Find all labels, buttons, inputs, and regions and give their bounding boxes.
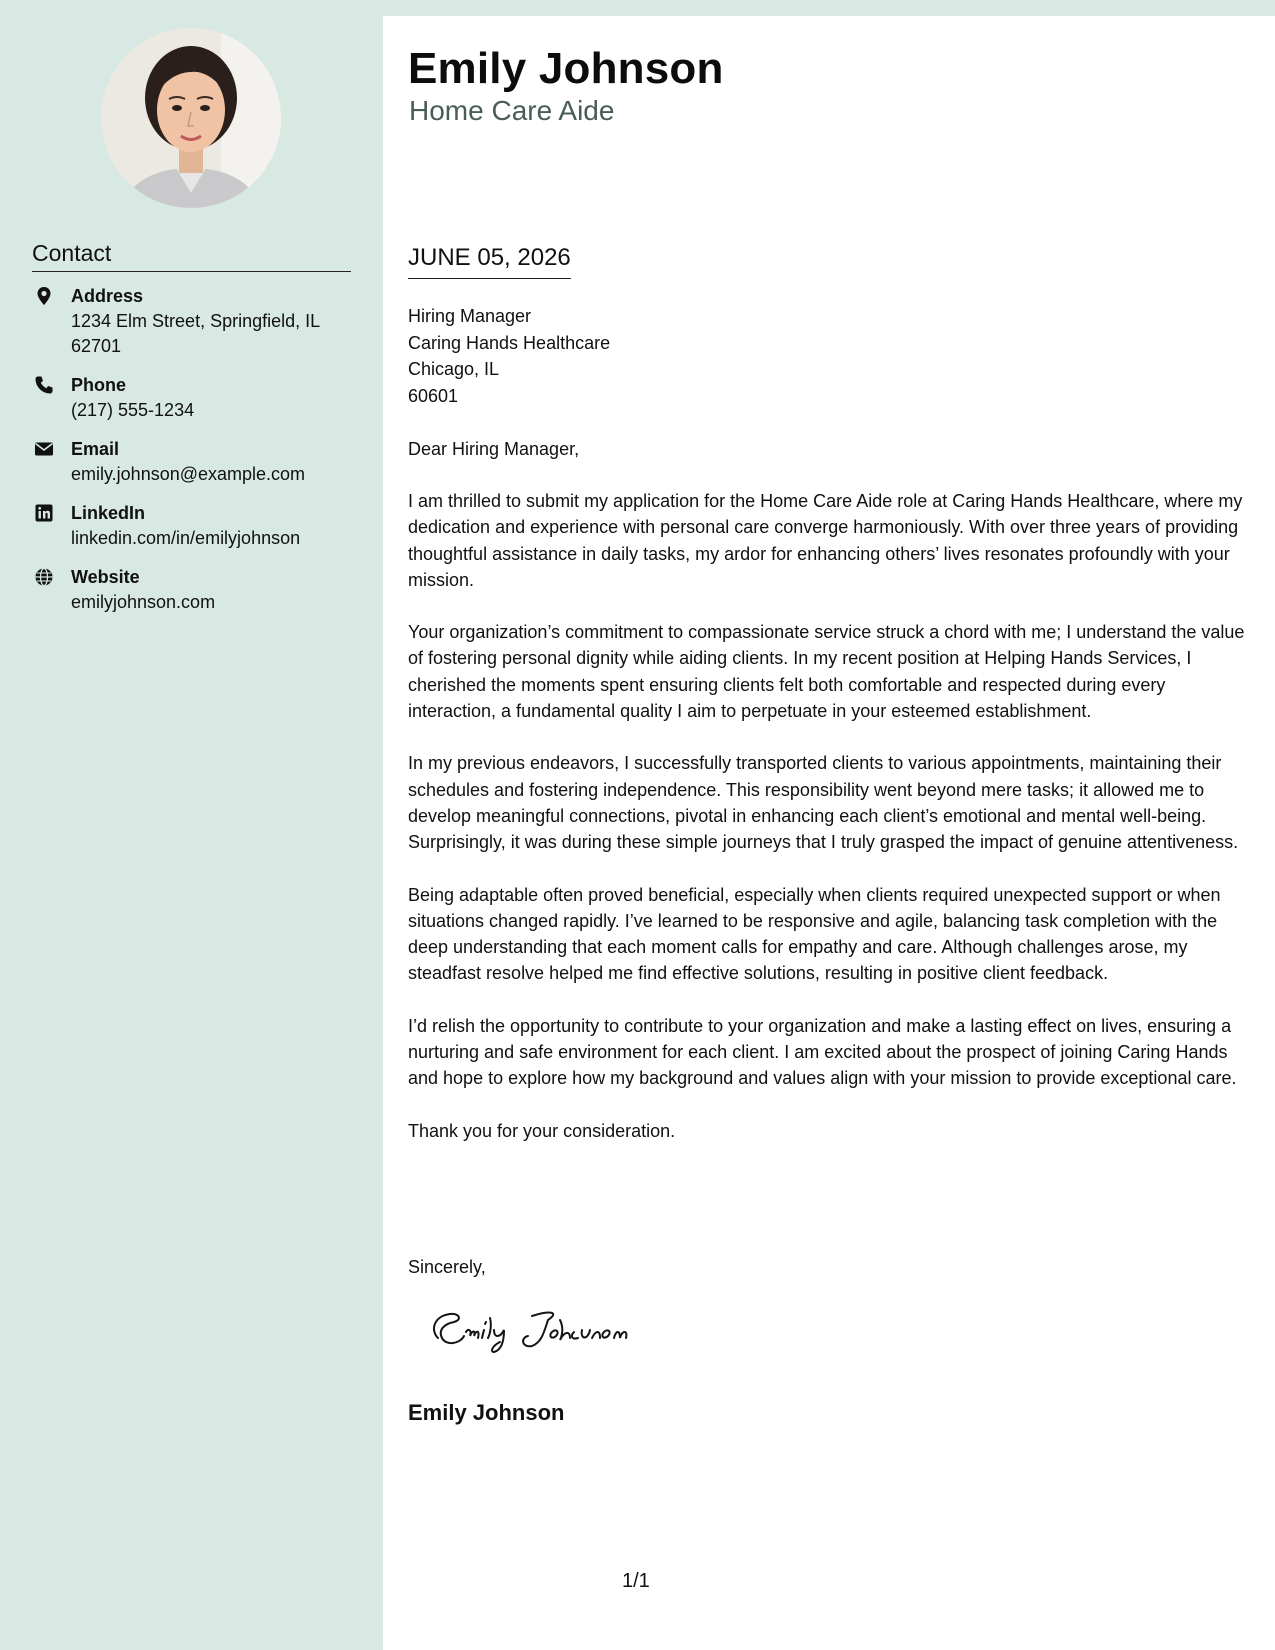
contact-label: Address bbox=[71, 286, 144, 306]
contact-email bbox=[32, 437, 362, 487]
contact-value: 1234 Elm Street, Springfield, IL 62701 bbox=[71, 311, 320, 356]
envelope-icon bbox=[34, 439, 54, 459]
applicant-role: Home Care Aide bbox=[409, 95, 615, 126]
contact-phone bbox=[32, 373, 362, 423]
body-paragraph: I’d relish the opportunity to contribute to your organization and make a lasting effect on lives, ensuring a nurturing and safe environment for each client. I am excited about the prospect of joining Caring Hands and hope to explore how my background and values align with your mission to provide exceptional care. bbox=[408, 1015, 1237, 1089]
letter-body bbox=[408, 488, 1253, 1170]
recipient-line: Hiring Manager bbox=[408, 306, 532, 326]
letter-date: JUNE 05, 2026 bbox=[408, 244, 571, 279]
map-pin-icon bbox=[34, 286, 54, 306]
globe-icon bbox=[34, 567, 54, 587]
body-paragraph: In my previous endeavors, I successfully transported clients to various appointments, maintaining their schedules and fostering independence. This responsibility went beyond mere tasks; it allowed me to develop meaningful connections, pivotal in enhancing each client’s emotional and mental well-being. Surprisingly, it was during these simple journeys that I truly grasped the impact of genuine attentiveness. bbox=[408, 753, 1239, 853]
recipient-line: Chicago, IL bbox=[408, 359, 500, 379]
page-number: 1/1 bbox=[622, 1570, 650, 1592]
closing: Sincerely, bbox=[408, 1257, 486, 1277]
signer-name: Emily Johnson bbox=[408, 1400, 565, 1425]
contact-heading: Contact bbox=[32, 240, 351, 272]
contact-label: LinkedIn bbox=[71, 503, 146, 523]
contact-value: emily.johnson@example.com bbox=[71, 464, 306, 484]
phone-icon bbox=[34, 375, 54, 395]
applicant-name: Emily Johnson bbox=[408, 44, 724, 93]
contact-value: linkedin.com/in/emilyjohnson bbox=[71, 528, 301, 548]
body-paragraph: I am thrilled to submit my application for the Home Care Aide role at Caring Hands Healthcare, where my dedication and experience with personal care converge harmoniously. With over three years of providing thoughtful assistance in daily tasks, my ardor for enhancing others’ lives resonates profoundly with your mission. bbox=[408, 491, 1243, 590]
body-paragraph: Being adaptable often proved beneficial, especially when clients required unexpected support or when situations changed rapidly. I’ve learned to be responsive and agile, balancing task completion with the deep understanding that each moment calls for empathy and care. Although challenges arose, my steadfast resolve helped me find effective solutions, resulting in positive client feedback. bbox=[408, 884, 1221, 984]
body-paragraph: Thank you for your consideration. bbox=[408, 1120, 676, 1141]
contact-website bbox=[32, 565, 362, 615]
sidebar bbox=[0, 0, 383, 1650]
avatar bbox=[101, 28, 281, 208]
contact-linkedin bbox=[32, 501, 362, 551]
contact-value: emilyjohnson.com bbox=[71, 592, 216, 612]
recipient-line: Caring Hands Healthcare bbox=[408, 332, 611, 353]
contact-label: Website bbox=[71, 567, 140, 587]
linkedin-icon bbox=[34, 503, 54, 523]
contact-label: Email bbox=[71, 439, 120, 459]
recipient-block bbox=[408, 303, 610, 409]
contact-list bbox=[32, 284, 362, 629]
body-paragraph: Your organization’s commitment to compassionate service struck a chord with me; I understand the value of fostering personal dignity while aiding clients. In my recent position at Helping Hands Services, I cherished the moments spent ensuring clients felt both comfortable and respected during every interaction, a fundamental quality I aim to perpetuate in your esteemed establishment. bbox=[408, 622, 1245, 722]
avatar-photo bbox=[101, 28, 281, 208]
contact-address bbox=[32, 284, 362, 359]
greeting: Dear Hiring Manager, bbox=[408, 439, 580, 459]
contact-label: Phone bbox=[71, 375, 127, 395]
contact-value: (217) 555-1234 bbox=[71, 400, 195, 420]
signature bbox=[420, 1300, 680, 1360]
recipient-line: 60601 bbox=[408, 385, 459, 406]
